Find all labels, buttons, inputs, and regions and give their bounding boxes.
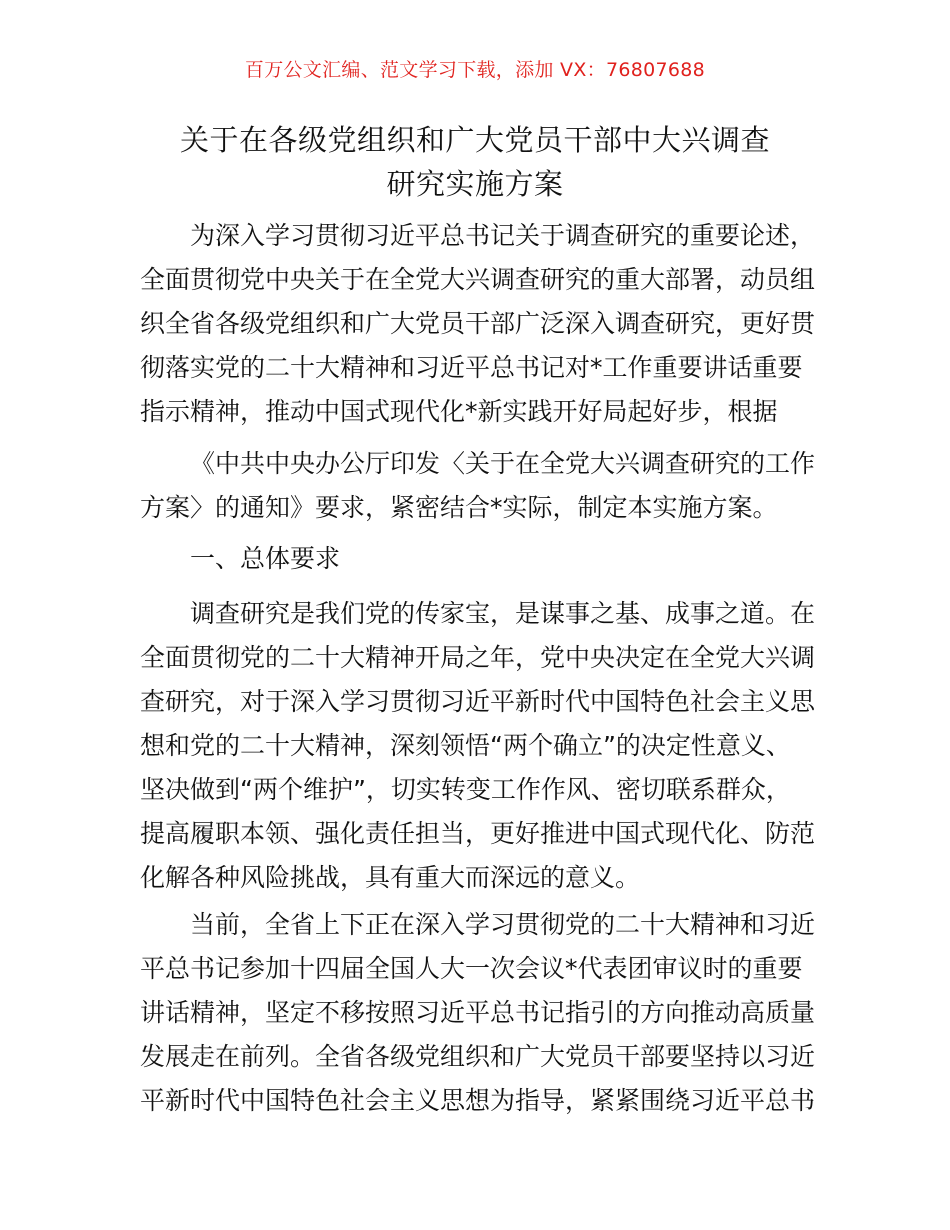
paragraph-intro bbox=[140, 214, 816, 434]
text-line: 彻落实党的二十大精神和习近平总书记对*工作重要讲话重要 bbox=[140, 353, 803, 382]
text-line: 织全省各级党组织和广大党员干部广泛深入调查研究，更好贯 bbox=[140, 309, 816, 338]
text-line: 发展走在前列。全省各级党组织和广大党员干部要坚持以习近 bbox=[140, 1042, 816, 1071]
text-line: 调查研究是我们党的传家宝，是谋事之基、成事之道。在 bbox=[190, 599, 816, 628]
text-line: 方案〉的通知》要求，紧密结合*实际，制定本实施方案。 bbox=[140, 493, 778, 522]
text-line: 讲话精神，坚定不移按照习近平总书记指引的方向推动高质量 bbox=[140, 998, 816, 1027]
text-line: 查研究，对于深入学习贯彻习近平新时代中国特色社会主义思 bbox=[140, 687, 816, 716]
text-line: 坚决做到“两个维护”，切实转变工作作风、密切联系群众， bbox=[140, 775, 791, 804]
text-line: 提高履职本领、强化责任担当，更好推进中国式现代化、防范 bbox=[140, 819, 816, 848]
text-line: 化解各种风险挑战，具有重大而深远的意义。 bbox=[140, 863, 641, 892]
title-line-2: 研究实施方案 bbox=[386, 167, 564, 201]
paragraph-basis bbox=[140, 442, 816, 530]
paragraph-current bbox=[140, 903, 816, 1123]
text-line: 全面贯彻党中央关于在全党大兴调查研究的重大部署，动员组 bbox=[140, 265, 816, 294]
watermark-banner: 百万公文汇编、范文学习下载，添加 VX：76807688 bbox=[244, 59, 706, 81]
text-line: 《中共中央办公厅印发〈关于在全党大兴调查研究的工作 bbox=[190, 449, 816, 478]
heading-line: 一、总体要求 bbox=[190, 544, 341, 573]
paragraph-significance bbox=[140, 592, 816, 900]
text-line: 平新时代中国特色社会主义思想为指导，紧紧围绕习近平总书 bbox=[140, 1086, 816, 1115]
text-line: 当前，全省上下正在深入学习贯彻党的二十大精神和习近 bbox=[190, 910, 816, 939]
document-title bbox=[120, 118, 830, 206]
text-line: 全面贯彻党的二十大精神开局之年，党中央决定在全党大兴调 bbox=[140, 643, 816, 672]
text-line: 指示精神，推动中国式现代化*新实践开好局起好步，根据 bbox=[140, 397, 778, 426]
text-line: 平总书记参加十四届全国人大一次会议*代表团审议时的重要 bbox=[140, 954, 803, 983]
text-line: 想和党的二十大精神，深刻领悟“两个确立”的决定性意义、 bbox=[140, 731, 791, 760]
text-line: 为深入学习贯彻习近平总书记关于调查研究的重要论述， bbox=[190, 221, 816, 250]
title-line-1: 关于在各级党组织和广大党员干部中大兴调查 bbox=[179, 123, 770, 157]
section-heading bbox=[140, 537, 816, 581]
